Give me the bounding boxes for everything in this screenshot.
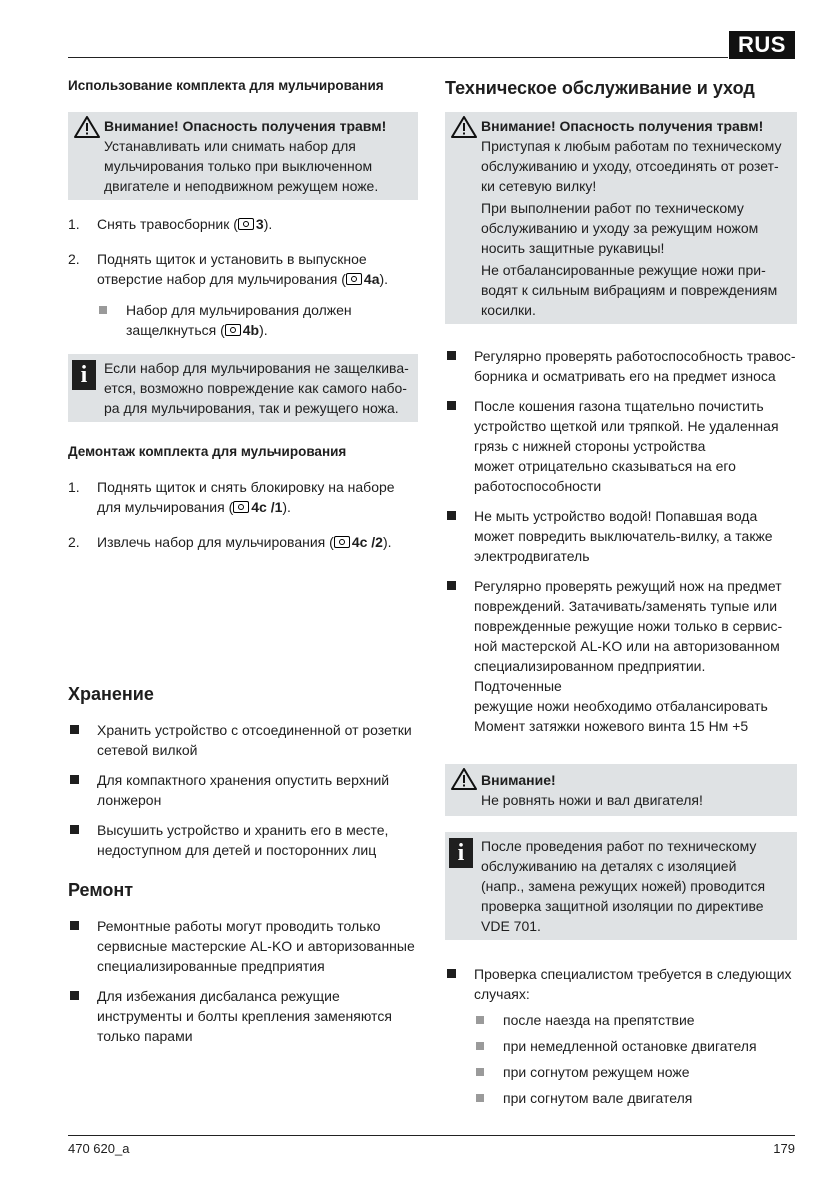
maintenance-info-box (445, 832, 797, 940)
warning-line: мульчирования только при выключенном (104, 158, 373, 174)
warning-line: ки сетевую вилку! (481, 178, 597, 194)
figure-ref: 3 (255, 216, 264, 232)
bullet-item: Не мыть устройство водой! Попавшая вода может повредить выключатель-вилку, а также электродвигатель (445, 506, 797, 566)
inspection-cases (474, 1010, 797, 1108)
bullet-item: После кошения газона тщательно почистить устройство щеткой или тряпкой. Не удаленная грязь с нижней стороны устройства может отрицательно сказываться на его работоспособности (445, 396, 797, 496)
mulch-install-title: Использование комплекта для мульчирования (68, 78, 384, 93)
caution-box (445, 764, 797, 816)
warning-line: двигателе и неподвижном режущем ноже. (104, 178, 379, 194)
figure-ref: 4c /2 (351, 534, 383, 550)
sub-bullet-item: при согнутом режущем ноже (474, 1062, 797, 1082)
warning-title: Внимание! Опасность получения травм! (481, 118, 764, 134)
info-icon: i (72, 360, 96, 390)
mulch-sub-bullets (97, 300, 418, 340)
bullet-item: Для компактного хранения опустить верхний лонжерон (68, 770, 418, 810)
sub-bullet-item: при согнутом вале двигателя (474, 1088, 797, 1108)
sub-bullet-item: после наезда на препятствие (474, 1010, 797, 1030)
sub-bullet-item: Набор для мульчирования должен защелкнуться ( 4b). (97, 300, 418, 340)
bullet-item: Проверка специалистом требуется в следующих случаях: (445, 964, 797, 1004)
warning-triangle-icon (451, 768, 477, 790)
storage-title: Хранение (68, 684, 154, 704)
step-item: 2. Извлечь набор для мульчирования ( 4c /2). (68, 534, 392, 550)
camera-icon (233, 501, 249, 513)
repair-title: Ремонт (68, 880, 134, 900)
warning-line: косилки. (481, 302, 536, 318)
mulch-remove-steps (68, 477, 418, 552)
sub-bullet-item: при немедленной остановке двигателя (474, 1036, 797, 1056)
step-item: 2. Поднять щиток и установить в выпускное отверстие набор для мульчирования ( 4a). (68, 251, 389, 287)
caution-text: Не ровнять ножи и вал двигателя! (481, 792, 703, 808)
mulch-warning-box (68, 112, 418, 200)
storage-list (68, 720, 418, 860)
warning-line: носить защитные рукавицы! (481, 240, 665, 256)
warning-title: Внимание! Опасность получения травм! (104, 118, 387, 134)
bullet-item: Регулярно проверять режущий нож на предмет повреждений. Затачивать/заменять тупые или поврежденные режущие ножи только в сервис- ной мастерской AL-KO или на авторизованном специализированном предприятии. Подточенные режущие ножи необходимо отбалансировать Момент затяжки ножевого винта 15 Нм +5 (445, 576, 797, 736)
camera-icon (346, 273, 362, 285)
bullet-item: Хранить устройство с отсоединенной от розетки сетевой вилкой (68, 720, 418, 760)
warning-line: При выполнении работ по техническому (481, 200, 744, 216)
maintenance-title: Техническое обслуживание и уход (445, 78, 755, 98)
page-number: 179 (773, 1141, 795, 1156)
mulch-remove-title: Демонтаж комплекта для мульчирования (68, 444, 347, 459)
step-item: 1. Поднять щиток и снять блокировку на наборе для мульчирования ( 4c /1). (68, 479, 395, 515)
warning-line: водят к сильным вибрациям и повреждениям (481, 282, 778, 298)
footer-rule (68, 1135, 795, 1136)
info-line: проверка защитной изоляции по директиве (481, 898, 764, 914)
caution-title: Внимание! (481, 772, 556, 788)
warning-triangle-icon (451, 116, 477, 138)
camera-icon (238, 218, 254, 230)
maintenance-warning-box (445, 112, 797, 324)
warning-line: обслуживанию и уходу за режущим ножом (481, 220, 759, 236)
warning-line: Устанавливать или снимать набор для (104, 138, 356, 154)
language-badge: RUS (729, 31, 795, 59)
warning-line: обслуживанию и уходу, отсоединять от розет- (481, 158, 779, 174)
info-icon: i (449, 838, 473, 868)
bullet-item: Регулярно проверять работоспособность травос- борника и осматривать его на предмет износа (445, 346, 797, 386)
left-column (68, 72, 418, 1044)
info-line: ра для мульчирования, так и режущего ножа. (104, 400, 399, 416)
info-line: ется, возможно повреждение как самого набо- (104, 380, 407, 396)
mulch-install-steps (68, 214, 418, 289)
bullet-item: Для избежания дисбаланса режущие инструменты и болты крепления заменяются только парами (68, 986, 418, 1046)
step-item: 1. Снять травосборник ( 3). (68, 216, 273, 232)
info-line: После проведения работ по техническому (481, 838, 757, 854)
info-line: (напр., замена режущих ножей) проводится (481, 878, 766, 894)
bullet-item: Высушить устройство и хранить его в месте, недоступном для детей и посторонних лиц (68, 820, 418, 860)
camera-icon (225, 324, 241, 336)
mulch-info-box (68, 354, 418, 422)
info-line: Если набор для мульчирования не защелкива- (104, 360, 409, 376)
figure-ref: 4a (363, 271, 380, 287)
figure-ref: 4c /1 (251, 499, 283, 515)
header-rule (68, 57, 728, 58)
maintenance-list (445, 346, 797, 736)
figure-ref: 4b (242, 322, 260, 338)
camera-icon (334, 536, 350, 548)
info-line: обслуживанию на деталях с изоляцией (481, 858, 737, 874)
warning-line: Приступая к любым работам по техническому (481, 138, 782, 154)
warning-triangle-icon (74, 116, 100, 138)
inspection-list (445, 964, 797, 1004)
doc-code: 470 620_a (68, 1141, 130, 1156)
repair-list (68, 916, 418, 1046)
warning-line: Не отбалансированные режущие ножи при- (481, 262, 766, 278)
right-column (445, 72, 797, 1108)
bullet-item: Ремонтные работы могут проводить только сервисные мастерские AL-KO и авторизованные специализированные предприятия (68, 916, 418, 976)
info-line: VDE 701. (481, 918, 541, 934)
